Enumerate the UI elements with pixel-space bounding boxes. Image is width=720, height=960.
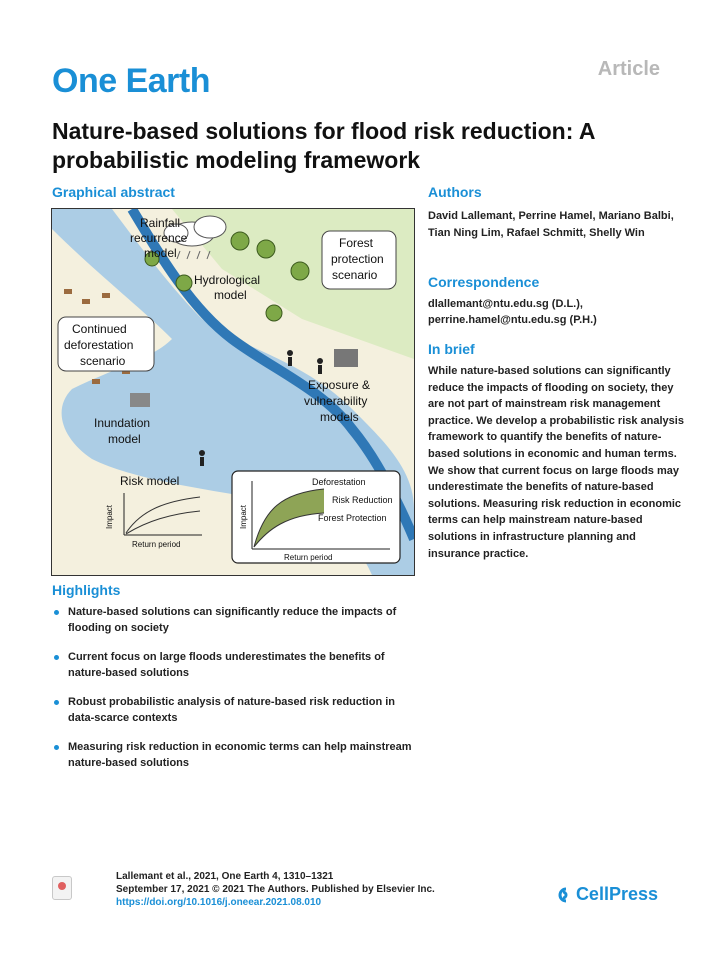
email-hamel[interactable]: perrine.hamel@ntu.edu.sg (P.H.)	[428, 314, 597, 326]
label-forest-1: Forest	[339, 236, 374, 250]
citation-block	[116, 870, 435, 909]
cellpress-mark-icon	[554, 886, 572, 904]
date-copyright-line: September 17, 2021 © 2021 The Authors. Published by Elsevier Inc.	[116, 884, 435, 895]
label-hydro-2: model	[214, 288, 247, 302]
label-risk-model: Risk model	[120, 474, 180, 488]
label-defo-2: deforestation	[64, 338, 134, 352]
highlight-item: Robust probabilistic analysis of nature-based risk reduction in data-scarce contexts	[52, 694, 422, 726]
cellpress-wordmark: CellPress	[575, 884, 658, 904]
label-exposure-2: vulnerability	[304, 394, 368, 408]
article-type-label: Article	[597, 58, 660, 80]
graphical-abstract-heading: Graphical abstract	[52, 184, 175, 200]
in-brief-heading: In brief	[428, 341, 475, 357]
highlights-list	[52, 604, 422, 784]
authors-heading: Authors	[428, 184, 482, 200]
bullet-icon	[54, 610, 59, 615]
highlight-item: Measuring risk reduction in economic terms can help mainstream nature-based solutions	[52, 739, 422, 771]
label-rainfall-3: model	[144, 246, 177, 260]
bullet-icon	[54, 700, 59, 705]
in-brief-text: While nature-based solutions can significantly reduce the impacts of flooding on society, they are not part of mainstream risk management practice. We develop a probabilistic risk analysis framework to quantify the benefits of nature-based solutions in economic and human terms. We show that current focus on large floods may underestimate the benefits of nature-based solutions. Measuring risk reduction in economic terms can help mainstream nature-based solutions in infrastructure planning and insurance practice.	[428, 365, 684, 560]
cellpress-logo[interactable]	[554, 884, 658, 905]
label-return-period-2: Return period	[284, 553, 333, 562]
graphical-abstract-figure	[51, 208, 415, 576]
journal-name: One Earth	[52, 62, 210, 100]
bullet-icon	[54, 745, 59, 750]
correspondence-heading: Correspondence	[428, 274, 540, 290]
citation-line: Lallemant et al., 2021, One Earth 4, 1310–1321	[116, 871, 334, 882]
doi-link[interactable]: https://doi.org/10.1016/j.oneear.2021.08.010	[116, 897, 322, 908]
label-exposure-3: models	[320, 410, 359, 424]
label-forest-protection: Forest Protection	[318, 513, 387, 523]
graphical-abstract-illustration	[52, 209, 414, 575]
label-return-period-1: Return period	[132, 540, 181, 549]
label-deforestation: Deforestation	[312, 477, 366, 487]
house-icon-2	[130, 393, 150, 407]
bullet-icon	[54, 655, 59, 660]
crossmark-icon[interactable]	[52, 876, 72, 900]
label-forest-3: scenario	[332, 268, 378, 282]
email-lallemant[interactable]: dlallemant@ntu.edu.sg (D.L.),	[428, 298, 583, 310]
label-exposure-1: Exposure &	[308, 378, 371, 392]
label-rainfall-1: Rainfall	[140, 216, 181, 230]
label-hydro-1: Hydrological	[194, 273, 261, 287]
house-icon	[334, 349, 358, 367]
label-defo-3: scenario	[80, 354, 126, 368]
label-forest-2: protection	[331, 252, 384, 266]
label-inundation-2: model	[108, 432, 141, 446]
article-title: Nature-based solutions for flood risk reduction: A probabilistic modeling framework	[52, 118, 595, 173]
label-defo-1: Continued	[72, 322, 127, 336]
highlight-item: Nature-based solutions can significantly reduce the impacts of flooding on society	[52, 604, 422, 636]
label-impact-2: Impact	[239, 504, 248, 529]
label-rainfall-2: recurrence	[130, 231, 188, 245]
author-list: David Lallemant, Perrine Hamel, Mariano Balbi, Tian Ning Lim, Rafael Schmitt, Shelly Win	[428, 210, 674, 239]
label-impact-1: Impact	[105, 504, 114, 529]
highlights-heading: Highlights	[52, 582, 121, 598]
label-inundation-1: Inundation	[94, 416, 151, 430]
highlight-item: Current focus on large floods underestimates the benefits of nature-based solutions	[52, 649, 422, 681]
correspondence-emails	[428, 296, 688, 328]
label-risk-reduction: Risk Reduction	[332, 495, 393, 505]
